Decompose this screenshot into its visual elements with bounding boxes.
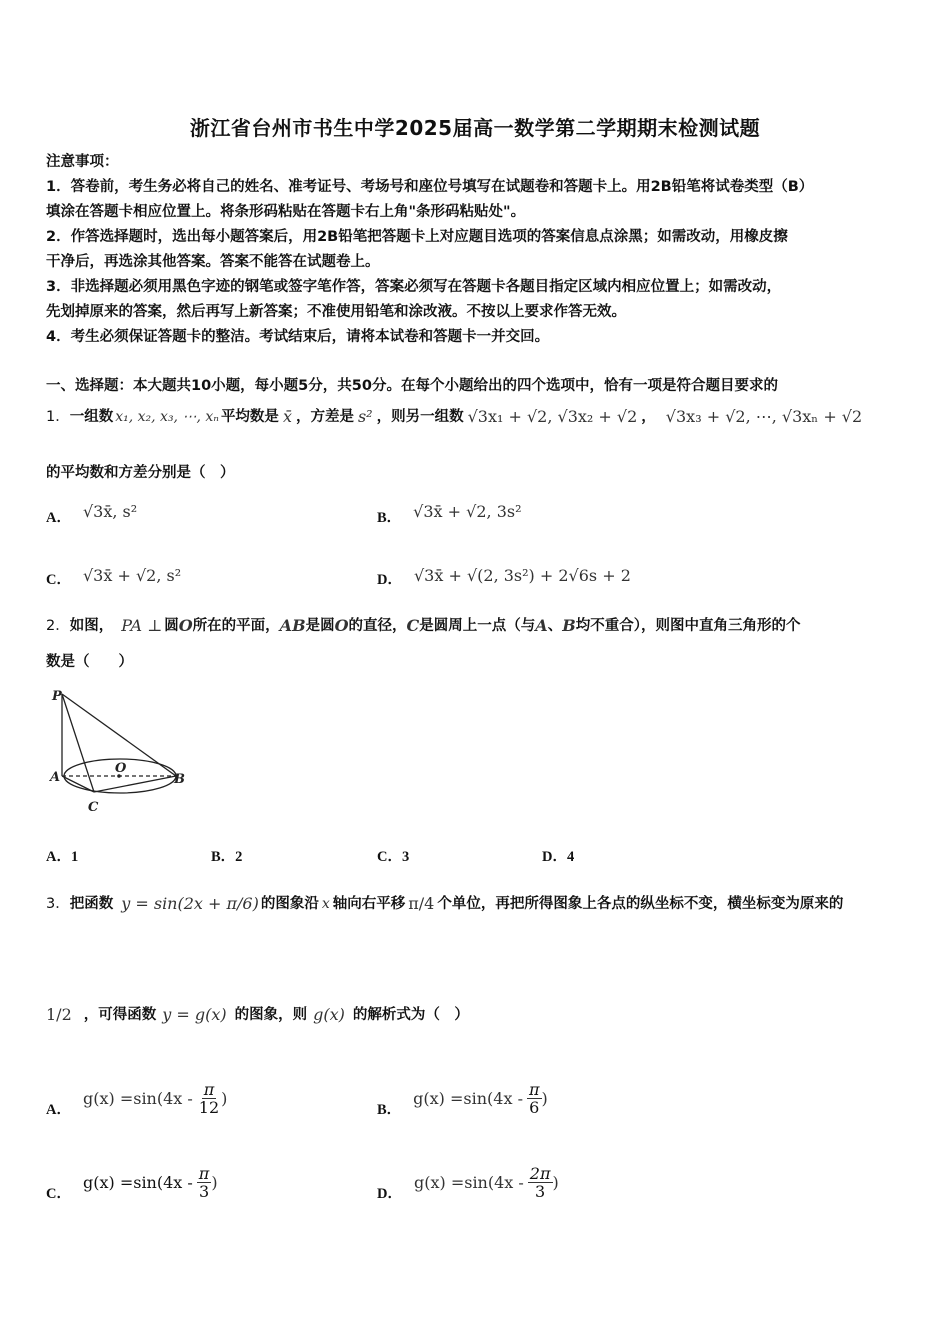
q1-expr-a: √3x₁ + √2, √3x₂ + √2 bbox=[467, 407, 638, 426]
page-title: 浙江省台州市书生中学2025届高一数学第二学期期末检测试题 bbox=[189, 116, 761, 140]
q3-half: 1/2 bbox=[46, 1005, 72, 1024]
q3-option-d[interactable] bbox=[377, 1160, 559, 1204]
q1-text: ，方差是 bbox=[295, 409, 354, 425]
q2-option-b[interactable] bbox=[211, 845, 242, 866]
question-number: 1． bbox=[46, 409, 70, 425]
option-denominator: 3 bbox=[535, 1181, 546, 1201]
option-math: g(x) =sin(4x - bbox=[413, 1088, 523, 1108]
notice-heading: 注意事项： bbox=[46, 154, 119, 170]
q2-option-d[interactable] bbox=[542, 845, 574, 866]
q1-text: ， bbox=[641, 409, 656, 425]
notice-line: 4．考生必须保证答题卡的整洁。考试结束后，请将本试卷和答题卡一并交回。 bbox=[46, 329, 550, 345]
q2-c: C bbox=[406, 616, 420, 635]
q3-text: 的图象，则 bbox=[234, 1007, 308, 1023]
option-math: √3x̄ + √(2, 3s²) + 2√6s + 2 bbox=[413, 565, 631, 585]
option-value: 3 bbox=[401, 849, 410, 865]
segment-bc bbox=[94, 776, 176, 792]
q2-option-c[interactable] bbox=[377, 845, 409, 866]
question-1-stem bbox=[46, 398, 862, 436]
option-denominator: 6 bbox=[529, 1097, 540, 1117]
q2-text: 如图， bbox=[69, 618, 114, 634]
option-label: A． bbox=[46, 849, 71, 865]
option-math: g(x) =sin(4x - bbox=[82, 1172, 193, 1192]
option-label: A． bbox=[46, 1101, 71, 1118]
q2-line2: 数是（ ） bbox=[46, 654, 133, 670]
notice-line: 1．答卷前，考生务必将自己的姓名、准考证号、考场号和座位号填写在试题卷和答题卡上。用2B铅笔将试卷类型（B） bbox=[46, 179, 814, 195]
q1-option-d[interactable] bbox=[377, 562, 631, 594]
q2-text: 是圆 bbox=[305, 618, 335, 634]
option-label: C． bbox=[46, 571, 71, 588]
q2-text: 均不重合），则图中直角三角形的个 bbox=[575, 618, 801, 634]
cone-figure bbox=[44, 686, 194, 818]
notice-line: 干净后，再选涂其他答案。答案不能答在试题卷上。 bbox=[46, 254, 380, 270]
q3-g: g(x) bbox=[313, 1005, 345, 1024]
q3-x: x bbox=[321, 896, 330, 912]
q1-text: 一组数 bbox=[69, 409, 114, 425]
q1-text: ，则另一组数 bbox=[376, 409, 464, 425]
q2-ab: AB bbox=[279, 616, 306, 635]
label-c: C bbox=[88, 800, 99, 815]
option-math: ) bbox=[221, 1088, 228, 1108]
option-math: √3x̄ + √2, s² bbox=[82, 565, 182, 585]
notice-line: 3．非选择题必须用黑色字迹的钢笔或签字笔作答，答案必须写在答题卡各题目指定区域内相应位置上；如需改动， bbox=[46, 279, 782, 295]
option-label: D． bbox=[377, 571, 402, 588]
segment-pc bbox=[62, 694, 94, 792]
question-3-stem bbox=[46, 878, 843, 930]
option-math: g(x) =sin(4x - bbox=[82, 1088, 193, 1108]
q1-option-c[interactable] bbox=[46, 562, 181, 594]
q3-text: 轴向右平移 bbox=[332, 896, 406, 912]
q1-variance: s² bbox=[357, 407, 373, 426]
option-label: B． bbox=[377, 509, 402, 526]
label-a: A bbox=[50, 770, 61, 785]
option-math: √3x̄ + √2, 3s² bbox=[413, 501, 522, 521]
option-denominator: 12 bbox=[198, 1097, 220, 1117]
option-label: D． bbox=[542, 849, 567, 865]
q1-mean: x̄ bbox=[282, 407, 292, 426]
q2-o: O bbox=[178, 616, 193, 635]
q3-option-a[interactable] bbox=[46, 1076, 227, 1120]
question-number: 3． bbox=[46, 896, 70, 912]
q3-option-b[interactable] bbox=[377, 1076, 548, 1120]
option-label: B． bbox=[377, 1101, 402, 1118]
q2-option-a[interactable] bbox=[46, 845, 78, 866]
q3-function: y = sin(2x + π/6) bbox=[121, 894, 259, 913]
option-numerator: π bbox=[203, 1079, 215, 1099]
q2-text: 的直径， bbox=[348, 618, 407, 634]
option-denominator: 3 bbox=[198, 1181, 210, 1201]
option-value: 4 bbox=[566, 849, 575, 865]
q2-b: B bbox=[562, 616, 576, 635]
q3-text: 的图象沿 bbox=[260, 896, 319, 912]
question-number: 2． bbox=[46, 618, 70, 634]
notice-line: 先划掉原来的答案，然后再写上新答案；不准使用铅笔和涂改液。不按以上要求作答无效。 bbox=[46, 304, 626, 320]
option-numerator: π bbox=[528, 1079, 540, 1099]
option-value: 1 bbox=[70, 849, 79, 865]
q3-shift: π/4 bbox=[408, 894, 435, 913]
q2-text: 是圆周上一点（与 bbox=[419, 618, 536, 634]
option-math: g(x) =sin(4x - bbox=[413, 1172, 524, 1192]
q1-line2: 的平均数和方差分别是（ ） bbox=[46, 465, 235, 481]
q1-text: 平均数是 bbox=[220, 409, 279, 425]
q3-text: 个单位，再把所得图象上各点的纵坐标不变，横坐标变为原来的 bbox=[437, 896, 844, 912]
q3-gfunc: y = g(x) bbox=[162, 1005, 227, 1024]
section-heading: 一、选择题：本大题共10小题，每小题5分，共50分。在每个小题给出的四个选项中，恰有一项是符合题目要求的 bbox=[46, 378, 778, 394]
question-2-stem bbox=[46, 614, 800, 638]
q3-text: ，可得函数 bbox=[83, 1007, 157, 1023]
option-label: C． bbox=[377, 849, 402, 865]
option-label: C． bbox=[46, 1185, 71, 1202]
option-label: D． bbox=[377, 1185, 402, 1202]
option-label: A． bbox=[46, 509, 71, 526]
q1-option-b[interactable] bbox=[377, 500, 522, 532]
option-label: B． bbox=[211, 849, 236, 865]
question-3-line2 bbox=[46, 990, 469, 1040]
notice-line: 2．作答选择题时，选出每小题答案后，用2B铅笔把答题卡上对应题目选项的答案信息点涂黑；如需改动，用橡皮擦 bbox=[46, 229, 788, 245]
notice-line: 填涂在答题卡相应位置上。将条形码粘贴在答题卡右上角"条形码粘贴处"。 bbox=[46, 204, 526, 220]
option-numerator: 2π bbox=[529, 1163, 551, 1183]
label-o: O bbox=[115, 761, 127, 776]
label-p: P bbox=[52, 689, 62, 704]
option-math: ) bbox=[211, 1172, 218, 1192]
q2-o: O bbox=[334, 616, 349, 635]
option-math: ) bbox=[552, 1172, 559, 1192]
q3-text: 的解析式为（ ） bbox=[352, 1007, 469, 1023]
q1-sequence: x₁, x₂, x₃, ⋯, xₙ bbox=[115, 409, 219, 425]
q2-text: 所在的平面， bbox=[192, 618, 280, 634]
option-value: 2 bbox=[235, 849, 243, 865]
q2-text: 圆 bbox=[164, 618, 179, 634]
q2-pa: PA ⊥ bbox=[121, 616, 163, 635]
q3-option-c[interactable] bbox=[46, 1160, 218, 1204]
option-math: √3x̄, s² bbox=[82, 501, 138, 521]
q2-text: 、 bbox=[547, 618, 563, 634]
q3-text: 把函数 bbox=[69, 896, 114, 912]
q2-a: A bbox=[535, 616, 548, 635]
label-b: B bbox=[174, 772, 185, 787]
q1-expr-b: √3x₃ + √2, ⋯, √3xₙ + √2 bbox=[665, 407, 863, 426]
option-numerator: π bbox=[198, 1163, 210, 1183]
option-math: ) bbox=[541, 1088, 548, 1108]
q1-option-a[interactable] bbox=[46, 500, 137, 532]
